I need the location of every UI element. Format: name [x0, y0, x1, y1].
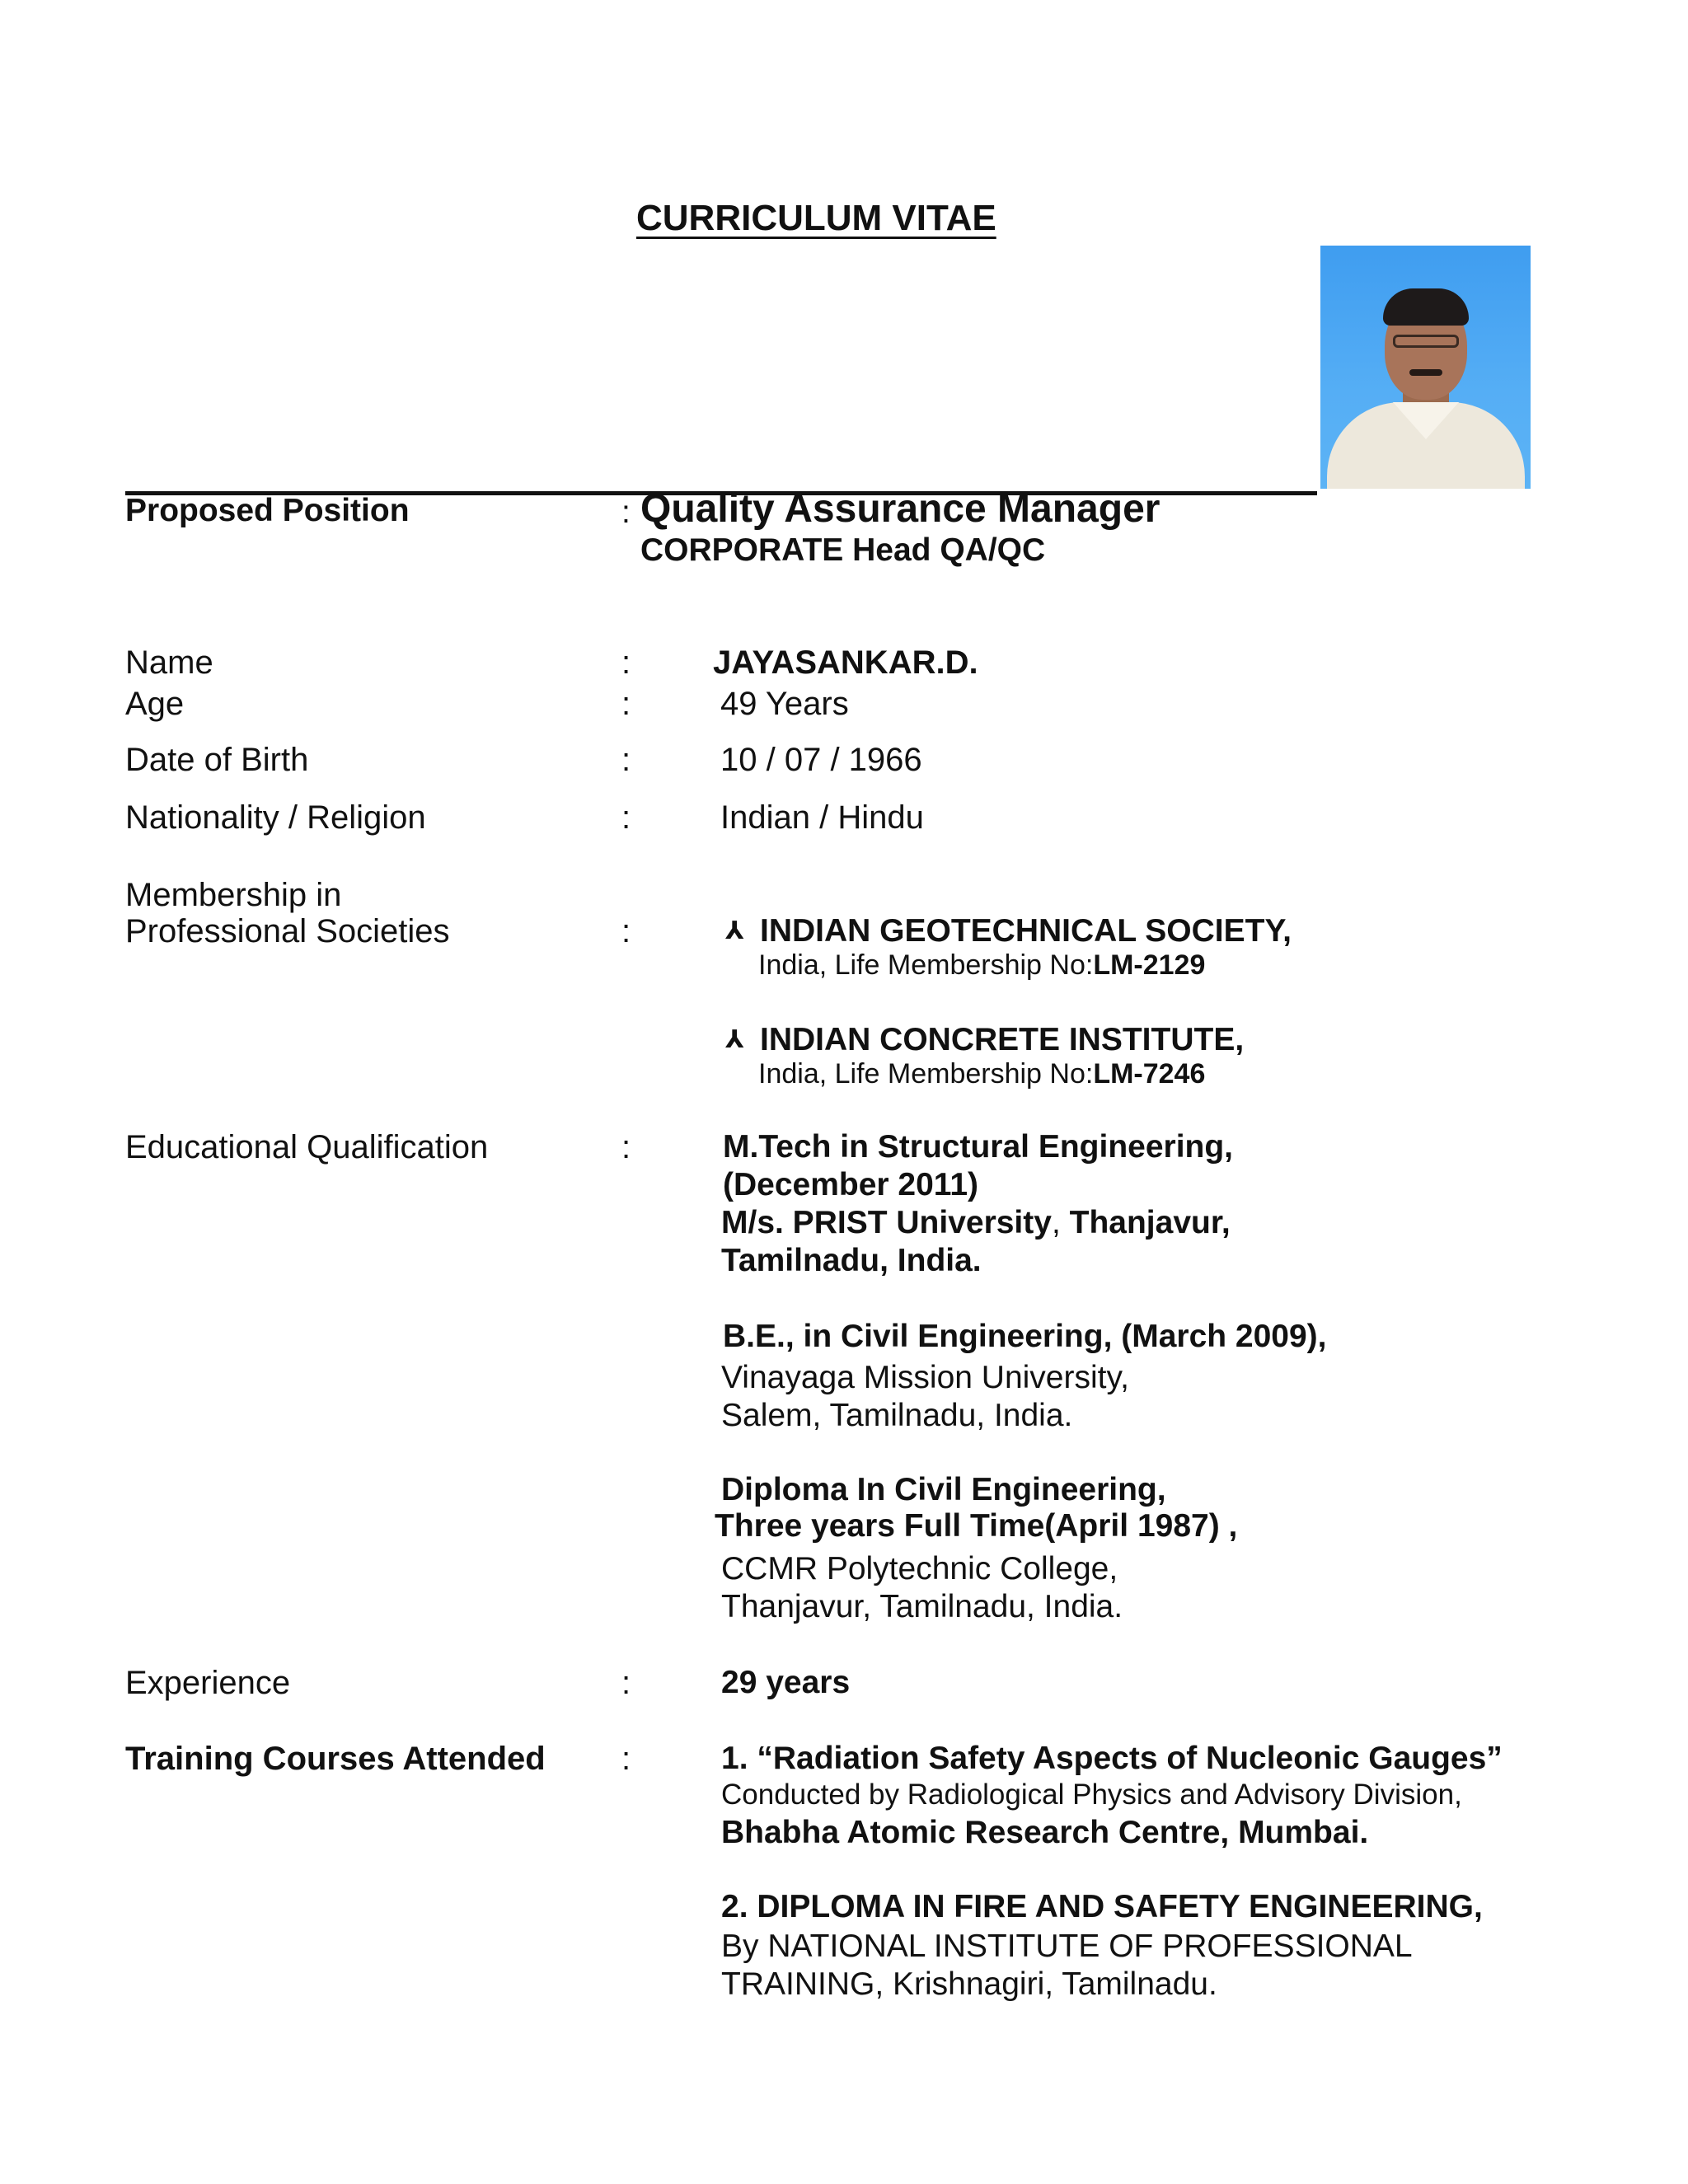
diploma-line2: Three years Full Time(April 1987) ,: [715, 1508, 1238, 1544]
name-colon: :: [621, 644, 631, 681]
dob-colon: :: [621, 742, 631, 778]
membership-detail: India, Life Membership No:LM-7246: [758, 1058, 1206, 1090]
diploma-line1: Diploma In Civil Engineering,: [721, 1472, 1166, 1507]
nationality-value: Indian / Hindu: [720, 799, 924, 836]
training-course-1-title: 1. “Radiation Safety Aspects of Nucleonic Gauges”: [721, 1741, 1503, 1776]
mtech-line4: Tamilnadu, India.: [721, 1243, 982, 1278]
diploma-line4: Thanjavur, Tamilnadu, India.: [721, 1589, 1123, 1624]
dob-value: 10 / 07 / 1966: [720, 742, 922, 778]
training-course-2-detail: By NATIONAL INSTITUTE OF PROFESSIONAL: [721, 1929, 1413, 1964]
experience-colon: :: [621, 1665, 631, 1701]
training-colon: :: [621, 1741, 631, 1777]
be-line3: Salem, Tamilnadu, India.: [721, 1398, 1073, 1433]
be-line2: Vinayaga Mission University,: [721, 1360, 1129, 1395]
diploma-line3: CCMR Polytechnic College,: [721, 1551, 1118, 1586]
training-course-1-institute: Bhabha Atomic Research Centre, Mumbai.: [721, 1815, 1369, 1850]
age-value: 49 Years: [720, 686, 849, 722]
education-label: Educational Qualification: [125, 1129, 489, 1165]
proposed-position-value: Quality Assurance Manager: [640, 487, 1160, 531]
education-colon: :: [621, 1129, 631, 1165]
name-label: Name: [125, 644, 213, 681]
dob-label: Date of Birth: [125, 742, 309, 778]
nationality-label: Nationality / Religion: [125, 799, 426, 836]
proposed-position-label: Proposed Position: [125, 493, 410, 528]
age-colon: :: [621, 686, 631, 722]
training-course-2-location: TRAINING, Krishnagiri, Tamilnadu.: [721, 1966, 1217, 2002]
age-label: Age: [125, 686, 185, 722]
membership-label-line2: Professional Societies: [125, 913, 450, 949]
experience-value: 29 years: [721, 1665, 851, 1700]
proposed-position-colon: :: [621, 494, 631, 530]
be-line1: B.E., in Civil Engineering, (March 2009),: [723, 1319, 1327, 1354]
mtech-line3: M/s. PRIST University, Thanjavur,: [721, 1205, 1231, 1240]
profile-photo: [1320, 246, 1531, 489]
bullet-icon: ⅄: [725, 1026, 744, 1053]
training-course-2-title: 2. DIPLOMA IN FIRE AND SAFETY ENGINEERING,: [721, 1889, 1483, 1924]
membership-colon: :: [621, 913, 631, 949]
membership-title: INDIAN GEOTECHNICAL SOCIETY,: [760, 913, 1292, 949]
membership-label-line1: Membership in: [125, 877, 342, 913]
membership-title: INDIAN CONCRETE INSTITUTE,: [760, 1022, 1245, 1057]
page-title: CURRICULUM VITAE: [636, 198, 996, 238]
nationality-colon: :: [621, 799, 631, 836]
bullet-icon: ⅄: [725, 917, 744, 944]
proposed-position-subtitle: CORPORATE Head QA/QC: [640, 532, 1046, 568]
mtech-line1: M.Tech in Structural Engineering,: [723, 1129, 1234, 1165]
training-label: Training Courses Attended: [125, 1741, 546, 1777]
name-value: JAYASANKAR.D.: [713, 644, 978, 681]
mtech-line2: (December 2011): [723, 1167, 979, 1202]
membership-detail: India, Life Membership No:LM-2129: [758, 949, 1206, 981]
training-course-1-detail: Conducted by Radiological Physics and Advisory Division,: [721, 1779, 1462, 1811]
experience-label: Experience: [125, 1665, 291, 1701]
